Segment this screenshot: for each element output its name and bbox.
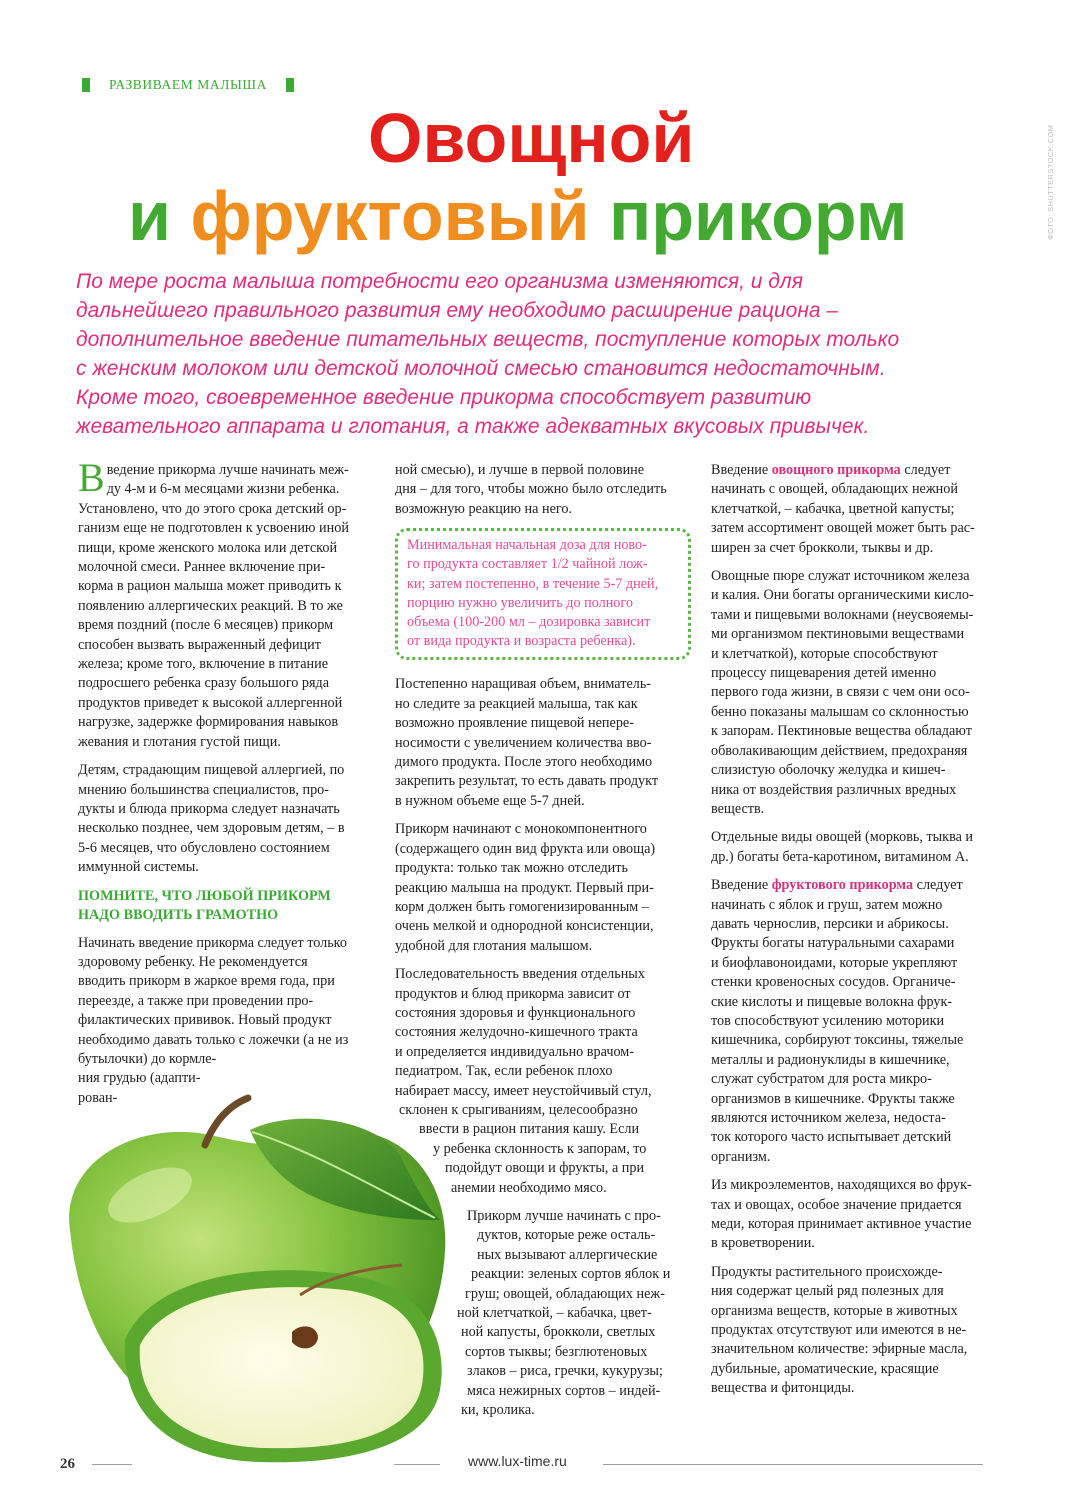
paragraph-sequence: Последовательность введения отдельных продуктов и блюд прикорма зависит от состояния здоровья и функционального состояния желудочно-кишечного тракта и определяется индивидуально врачом- педиатром. Так, если ребенок плохо набирает массу, имеет неустойчивый стул, склонен к срыгиваниям, целесообразно ввести в рацион питания кашу. Если у ребенка склонность к запорам, то подойдут овощи и фрукты, а при анемии необходимо мясо. — [395, 966, 652, 1196]
section-header — [82, 78, 294, 92]
highlight-vegetable-feeding: овощного прикорма — [771, 462, 901, 478]
lead-paragraph — [76, 267, 976, 441]
paragraph-allergy: Детям, страдающим пищевой аллергией, по мнению большинства специалистов, про- дукты и блюда прикорма следует назначать несколько позднее, чем здоровым детям, – в 5-6 месяцев, что обусловлено состоянием иммунной системы. — [78, 762, 345, 876]
lead-line: дальнейшего правильного развития ему необходимо расширение рациона – — [76, 299, 839, 322]
paragraph-carotene: Отдельные виды овощей (морковь, тыква и др.) богаты бета-каротином, витамином А. — [711, 829, 974, 865]
paragraph-first-foods: Прикорм лучше начинать с про- дуктов, которые реже осталь- ных вызывают аллергические реакции: зеленых сортов яблок и груш; овощей, обладающих неж- ной клетчаткой, – кабачка, цвет- ной капусты, брокколи, светлых сортов тыквы; безглютеновых злаков – риса, гречки, кукурузы; мяса нежирных сортов – индей- ки, кролика. — [457, 1208, 671, 1419]
paragraph-continuation: ной смесью), и лучше в первой половине дня – для того, чтобы можно было отследить возможную реакцию на него. — [395, 462, 667, 517]
lead-line: По мере роста малыша потребности его организма изменяются, и для — [76, 270, 803, 293]
paragraph-volume: Постепенно наращивая объем, вниматель- но следите за реакцией малыша, так как возможно проявление пищевой неперe- носимости с увеличением количества вво- димого продукта. После этого необходимо закрепить результат, то есть давать продукт в нужном объеме еще 5-7 дней. — [395, 676, 659, 809]
apple-seed — [292, 1326, 318, 1348]
lead-line: жевательного аппарата и глотания, а также адекватных вкусовых привычек. — [76, 415, 870, 438]
paragraph-vegetable-feeding: Введение овощного прикорма следует начинать с овощей, обладающих нежной клетчаткой, – кабачка, цветной капусты; затем ассортимент овощей может быть рас- ширен за счет брокколи, тыквы и др. — [711, 462, 975, 556]
paragraph-monocomponent: Прикорм начинают с монокомпонентного (содержащего один вид фрукта или овоща) продукта: только так можно отследить реакцию малыша на продукт. Первый при- корм должен быть гомогенизированным – очень мелкой и однородной консистенции, удобной для глотания малышом. — [395, 821, 656, 954]
section-marker-left — [82, 78, 90, 92]
subheading: ПОМНИТЕ, ЧТО ЛЮБОЙ ПРИКОРМ НАДО ВВОДИТЬ ГРАМОТНО — [78, 887, 331, 923]
paragraph-microelements: Из микроэлементов, находящихся во фрук- тах и овощах, особое значение придается меди, которая принимает активное участие в кроветворении. — [711, 1177, 972, 1252]
apple-slice-flesh — [140, 1287, 424, 1448]
lead-line: Кроме того, своевременное введение прикорма способствует развитию — [76, 386, 812, 409]
title-line-2 — [128, 176, 908, 256]
title-line-1: Овощной — [368, 99, 695, 177]
drop-cap: В — [78, 455, 105, 500]
highlight-fruit-feeding: фруктового прикорма — [771, 877, 914, 894]
paragraph-intro: В ведение прикорма лучше начинать меж- ду 4-м и 6-м месяцами жизни ребенка. Установлено, что до этого срока детский ор- ганизм еще не подготовлен к усвоению иной пищи, кроме женского молока или детской молочной смеси. Раннее включение при- корма в рацион малыша может приводить к появлению аллергических реакций. В то же время поздний (после 6 месяцев) прикорм способен вызвать выраженный дефицит железа; кроме того, включение в питание подросшего ребенка сразу большого ряда продуктов приведет к высокой аллергенной нагрузке, задержке формирования навыков жевания и глотания густой пищи. — [78, 455, 349, 750]
lead-line: дополнительное введение питательных веществ, поступление которых только — [76, 328, 900, 351]
page-number: 26 — [60, 1456, 75, 1472]
column-3 — [711, 461, 1011, 1408]
column-1 — [78, 455, 378, 1117]
title-word-fruit: фруктовый — [190, 177, 590, 255]
paragraph-fruit-feeding: Введение фруктового прикорма следует начинать с яблок и груш, затем можно давать чернослив, персики и абрикосы. Фрукты богаты натуральными сахарами и биофлавоноидами, которые укрепляют стенки кровеносных сосудов. Органиче- ские кислоты и пищевые волокна фрук- тов способствуют усилению моторики кишечника, сорбируют токсины, тяжелые металлы и радионуклиды в кишечнике, служат субстратом для роста микро- организмов в кишечнике. Фрукты также являются источником железа, недоста- ток которого часто испытывает детский организм. — [711, 877, 964, 1165]
footer-rule-left — [92, 1464, 132, 1465]
title-word-and: и — [128, 177, 172, 255]
footer-rule-mid — [394, 1464, 440, 1465]
green-apple-illustration — [30, 1090, 480, 1470]
paragraph-plant-products: Продукты растительного происхожде- ния содержат целый ряд полезных для организма веществ, которые в животных продуктах отсутствуют или имеются в не- значительном количестве: эфирные масла, дубильные, ароматические, красящие вещества и фитонциды. — [711, 1263, 968, 1397]
footer-website: www.lux-time.ru — [468, 1453, 567, 1469]
paragraph-vegetable-puree: Овощные пюре служат источником железа и калия. Они богаты органическими кисло- тами и пищевыми волокнами (неусвояемы- ми организмом пектиновыми веществами и клетчаткой), которые способствуют процессу пищеварения детей именно первого года жизни, в связи с чем они осо- бенно показаны малышам со склонностью к запорам. Пектиновые вещества обладают обволакивающим действием, предохраняя слизистую оболочку желудка и кишеч- ника от воздействия различных вредных веществ. — [711, 568, 974, 817]
dosage-callout: Минимальная начальная доза для ново- го продукта составляет 1/2 чайной лож- ки; затем постепенно, в течение 5-7 дней, порцию нужно увеличить до полного объема (100-200 мл – дозировка зависит от вида продукта и возраста ребенка). — [395, 528, 691, 660]
apple-stem — [205, 1098, 248, 1145]
title-word-feeding: прикорм — [608, 177, 908, 255]
lead-line: с женским молоком или детской молочной смесью становится недостаточным. — [76, 357, 886, 380]
section-marker-right — [286, 78, 294, 92]
paragraph-start-rules: Начинать введение прикорма следует только здоровому ребенку. Не рекомендуется вводить прикорм в жаркое время года, при переезде, а также при проведении про- филактических прививок. Новый продукт необходимо давать только с ложечки (а не из бутылочки) до кормле- ния грудью (адапти- рован- — [78, 934, 349, 1106]
photo-credit: ФОТО: SHUTTERSTOCK.COM — [1046, 124, 1055, 240]
footer-rule-right — [603, 1464, 983, 1465]
section-label: РАЗВИВАЕМ МАЛЫША — [109, 77, 267, 92]
